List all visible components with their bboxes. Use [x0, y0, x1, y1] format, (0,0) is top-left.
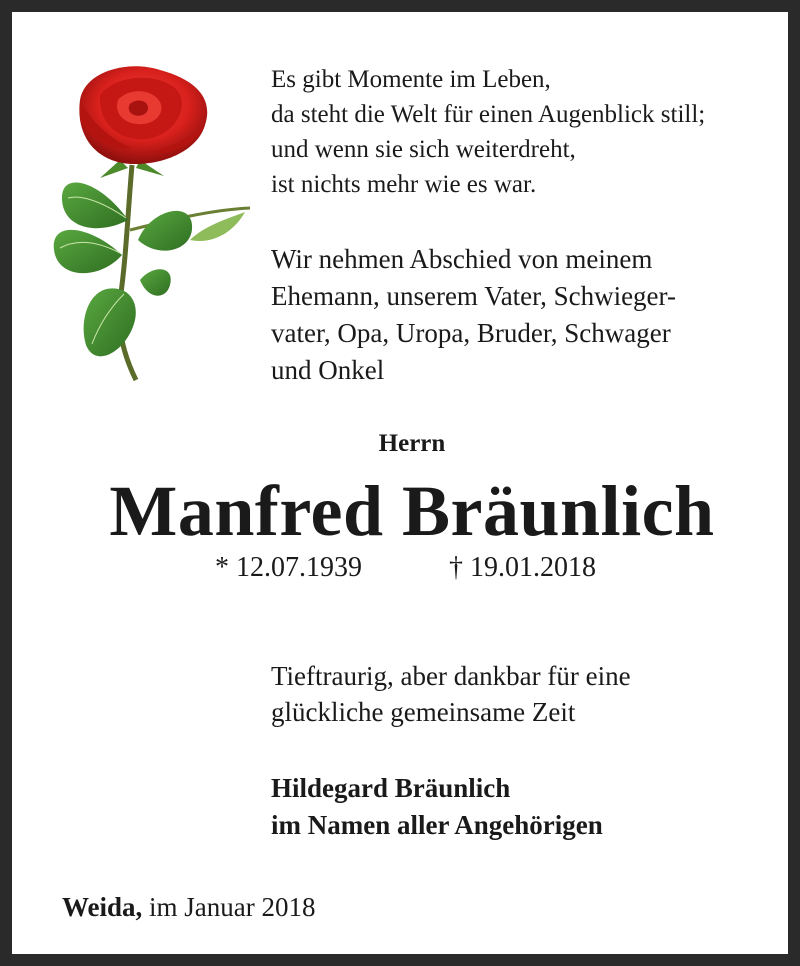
poem-text: Es gibt Momente im Leben, da steht die Welt für einen Augenblick still; und wenn sie sich weiterdreht, ist nichts mehr wie es war. [271, 66, 706, 198]
red-rose-icon [40, 60, 265, 390]
salutation: Herrn [378, 430, 446, 457]
thanks-text: Tieftraurig, aber dankbar für eine glückliche gemeinsame Zeit [271, 661, 631, 727]
place: Weida, [62, 892, 143, 922]
signature: Hildegard Bräunlich im Namen aller Angehörigen [271, 773, 603, 840]
place-date [62, 892, 316, 923]
date: im Januar 2018 [149, 892, 316, 922]
farewell-text: Wir nehmen Abschied von meinem Ehemann, unserem Vater, Schwieger- vater, Opa, Uropa, Bruder, Schwager und Onkel [271, 244, 676, 385]
deceased-name: Manfred Bräunlich [109, 471, 715, 551]
death-date: † 19.01.2018 [449, 552, 596, 583]
birth-date: * 12.07.1939 [215, 552, 362, 583]
